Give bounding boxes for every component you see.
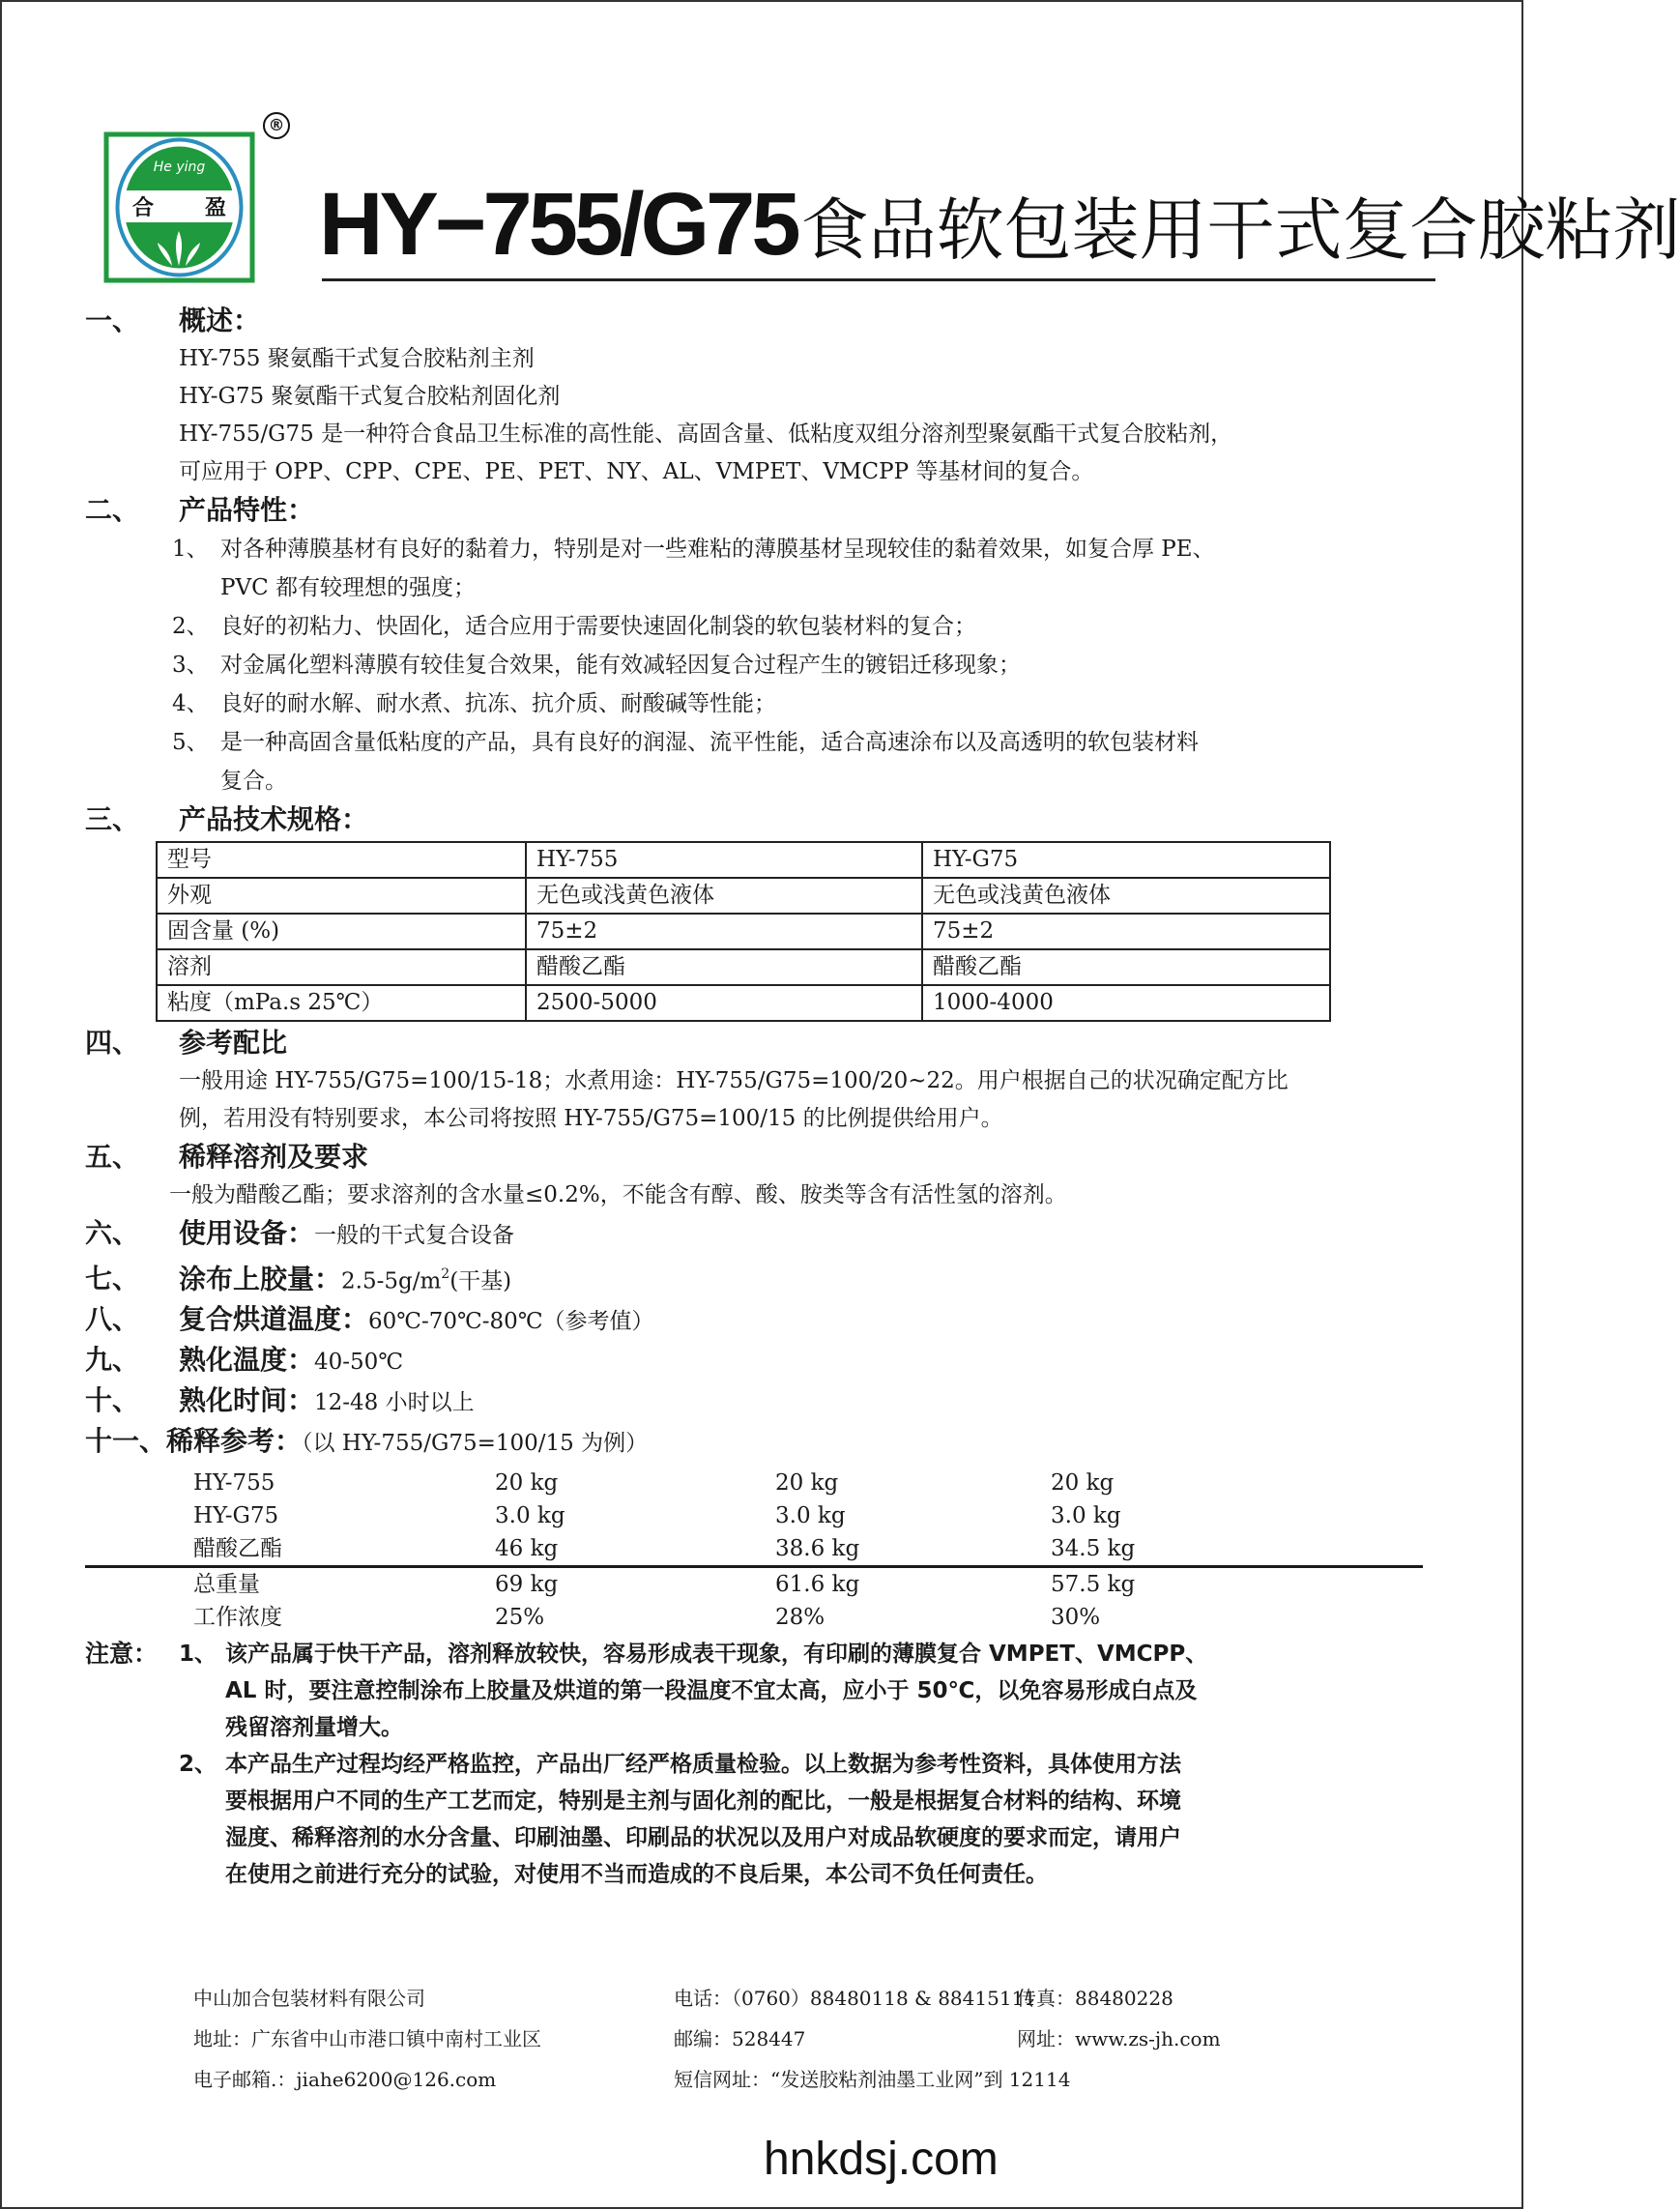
section-1 — [85, 302, 1438, 340]
note-line: 该产品属于快干产品，溶剂释放较快，容易形成表干现象，有印刷的薄膜复合 VMPET、VMCPP、 — [225, 1642, 1208, 1668]
section-1-number: 一、 — [85, 305, 140, 336]
section-3-number: 三、 — [85, 803, 140, 835]
ratio-line: 一般用途 HY-755/G75=100/15-18；水煮用途：HY-755/G75=100/20~22。用户根据自己的状况确定配方比 — [179, 1068, 1289, 1093]
solvent-lines — [85, 1177, 1438, 1214]
section-7-suffix: (干基) — [449, 1268, 512, 1294]
footer-fax: 传真：88480228 — [1017, 1987, 1173, 2010]
dilution-cell: 46 kg — [495, 1536, 559, 1562]
table-row — [157, 878, 1330, 914]
dilution-cell: 3.0 kg — [495, 1503, 565, 1529]
feature-line: 复合。 — [220, 769, 287, 794]
footer-postcode: 邮编：528447 — [674, 2027, 806, 2050]
dilution-cell: 3.0 kg — [1051, 1503, 1121, 1529]
spec-cell: 醋酸乙酯 — [922, 949, 1330, 985]
overview-line: 可应用于 OPP、CPP、CPE、PE、PET、NY、AL、VMPET、VMCPP 等基材间的复合。 — [179, 459, 1094, 484]
section-10-heading: 熟化时间： — [179, 1384, 315, 1417]
table-row — [157, 985, 1330, 1021]
section-11-heading: 稀释参考： — [166, 1425, 303, 1458]
section-10 — [85, 1381, 1438, 1422]
note-item — [179, 1746, 1438, 1893]
spec-cell: HY-755 — [526, 842, 922, 878]
dilution-total-cell: 30% — [1051, 1605, 1101, 1631]
section-6 — [85, 1214, 1438, 1255]
footer-company: 中山加合包装材料有限公司 — [193, 1987, 425, 2010]
note-line: 要根据用户不同的生产工艺而定，特别是主剂与固化剂的配比，一般是根据复合材料的结构、环境 — [225, 1788, 1181, 1815]
spec-cell: 粘度（mPa.s 25℃） — [157, 985, 526, 1021]
footer-email[interactable]: 电子邮箱.：jiahe6200@126.com — [193, 2068, 497, 2091]
spec-cell: 溶剂 — [157, 949, 526, 985]
section-2-number: 二、 — [85, 494, 140, 526]
title-product-name: 食品软包装用干式复合胶粘剂 — [800, 190, 1680, 270]
table-row — [85, 1467, 1423, 1499]
spec-cell: 外观 — [157, 878, 526, 914]
feature-item — [85, 723, 1438, 800]
section-8 — [85, 1300, 1438, 1341]
feature-number: 1、 — [172, 537, 209, 562]
section-11 — [85, 1422, 1438, 1463]
document-body — [85, 302, 1438, 1893]
footer-address: 地址：广东省中山市港口镇中南村工业区 — [193, 2027, 541, 2050]
overview-lines — [85, 340, 1438, 491]
spec-cell: HY-G75 — [922, 842, 1330, 878]
solvent-line: 一般为醋酸乙酯；要求溶剂的含水量≤0.2%，不能含有醇、酸、胺类等含有活性氢的溶剂。 — [169, 1182, 1067, 1207]
dilution-cell: 20 kg — [1051, 1470, 1115, 1497]
section-7 — [85, 1255, 1438, 1300]
section-8-heading: 复合烘道温度： — [179, 1303, 369, 1336]
dilution-total-cell: 61.6 kg — [775, 1567, 1051, 1602]
page-title — [319, 166, 1680, 278]
table-row — [85, 1601, 1423, 1634]
dilution-total-cell: 28% — [775, 1605, 826, 1631]
logo-cn-right: 盈 — [204, 196, 227, 220]
table-row — [85, 1532, 1423, 1567]
logo-latin-text: He ying — [153, 160, 206, 175]
feature-item — [85, 607, 1438, 646]
table-row — [85, 1499, 1423, 1532]
section-8-value: 60℃-70℃-80℃（参考值） — [368, 1309, 654, 1335]
feature-line: 良好的耐水解、耐水煮、抗冻、抗介质、耐酸碱等性能； — [220, 691, 776, 716]
section-4-heading: 参考配比 — [179, 1027, 288, 1059]
title-model: HY−755/G75 — [319, 175, 797, 274]
section-2-heading: 产品特性： — [179, 494, 315, 526]
dilution-cell: 38.6 kg — [775, 1536, 860, 1562]
dilution-cell: HY-G75 — [193, 1503, 279, 1529]
feature-item — [85, 646, 1438, 684]
section-9-number: 九、 — [85, 1344, 140, 1377]
section-7-number: 七、 — [85, 1263, 140, 1295]
section-11-number: 十一、 — [85, 1425, 167, 1458]
dilution-cell: 3.0 kg — [775, 1503, 846, 1529]
spec-cell: 无色或浅黄色液体 — [922, 878, 1330, 914]
spec-cell: 1000-4000 — [922, 985, 1330, 1021]
ratio-line: 例，若用没有特别要求，本公司将按照 HY-755/G75=100/15 的比例提供给用户。 — [179, 1106, 1003, 1131]
feature-line: 对金属化塑料薄膜有较佳复合效果，能有效减轻因复合过程产生的镀铝迁移现象； — [220, 653, 1021, 678]
feature-line: 对各种薄膜基材有良好的黏着力，特别是对一些难粘的薄膜基材呈现较佳的黏着效果，如复合厚 PE、 — [220, 537, 1215, 562]
dilution-total-cell: 69 kg — [495, 1567, 775, 1602]
footer-phone: 电话：（0760）88480118 & 88415111 — [674, 1987, 1037, 2010]
feature-line: 良好的初粘力、快固化，适合应用于需要快速固化制袋的软包装材料的复合； — [220, 614, 976, 639]
section-8-number: 八、 — [85, 1303, 140, 1336]
note-line: 本产品生产过程均经严格监控，产品出厂经严格质量检验。以上数据为参考性资料，具体使用方法 — [225, 1752, 1181, 1778]
dilution-cell: 20 kg — [495, 1470, 559, 1497]
table-row — [85, 1567, 1423, 1602]
spec-cell: 2500-5000 — [526, 985, 922, 1021]
dilution-table — [85, 1467, 1423, 1634]
footer — [193, 1986, 1450, 2092]
section-7-heading: 涂布上胶量： — [179, 1263, 342, 1295]
section-6-heading: 使用设备： — [179, 1217, 315, 1249]
section-3 — [85, 800, 1438, 839]
ratio-lines — [85, 1062, 1438, 1138]
title-underline — [322, 278, 1435, 281]
feature-item — [85, 684, 1438, 723]
note-number: 1、 — [179, 1642, 217, 1668]
table-row — [157, 914, 1330, 949]
spec-cell: 75±2 — [526, 914, 922, 949]
section-10-value: 12-48 小时以上 — [314, 1390, 475, 1416]
spec-cell: 无色或浅黄色液体 — [526, 878, 922, 914]
note-line: 在使用之前进行充分的试验，对使用不当而造成的不良后果，本公司不负任何责任。 — [225, 1862, 1048, 1888]
heying-logo-icon — [104, 132, 254, 282]
section-9-value: 40-50℃ — [314, 1350, 404, 1376]
section-1-heading: 概述： — [179, 305, 261, 336]
watermark-text: hnkdsj.com — [764, 2134, 999, 2185]
spec-cell: 75±2 — [922, 914, 1330, 949]
section-5-number: 五、 — [85, 1141, 140, 1173]
section-3-heading: 产品技术规格： — [179, 803, 369, 835]
dilution-total-cell: 57.5 kg — [1051, 1567, 1423, 1602]
footer-website[interactable]: 网址：www.zs-jh.com — [1017, 2027, 1221, 2050]
feature-number: 4、 — [172, 691, 209, 716]
section-9 — [85, 1341, 1438, 1381]
dilution-cell: 34.5 kg — [1051, 1536, 1136, 1562]
footer-sms: 短信网址：“发送胶粘剂油墨工业网”到 12114 — [674, 2068, 1071, 2091]
section-5-heading: 稀释溶剂及要求 — [179, 1141, 369, 1173]
section-4 — [85, 1024, 1438, 1062]
section-10-number: 十、 — [85, 1384, 140, 1417]
section-11-value: （以 HY-755/G75=100/15 为例） — [302, 1431, 649, 1457]
table-row — [157, 842, 1330, 878]
overview-line: HY-755/G75 是一种符合食品卫生标准的高性能、高固含量、低粘度双组分溶剂型聚氨酯干式复合胶粘剂， — [179, 421, 1233, 447]
dilution-cell: 20 kg — [775, 1470, 839, 1497]
section-2 — [85, 491, 1438, 530]
dilution-cell: 醋酸乙酯 — [193, 1536, 282, 1562]
dilution-cell: HY-755 — [193, 1470, 275, 1497]
note-line: 湿度、稀释溶剂的水分含量、印刷油墨、印刷品的状况以及用户对成品软硬度的要求而定，请用户 — [225, 1825, 1181, 1851]
spec-cell: 固含量 (%) — [157, 914, 526, 949]
section-7-value: 2.5-5g/m — [341, 1268, 442, 1294]
section-7-sup: 2 — [441, 1266, 450, 1282]
notes-label: 注意： — [85, 1640, 159, 1669]
notes — [85, 1636, 1438, 1893]
registered-mark-icon: ® — [263, 112, 290, 139]
overview-line: HY-755 聚氨酯干式复合胶粘剂主剂 — [179, 346, 535, 371]
note-item — [179, 1636, 1438, 1746]
spec-table — [156, 841, 1331, 1022]
feature-number: 3、 — [172, 653, 209, 678]
dilution-total-cell: 工作浓度 — [193, 1605, 282, 1631]
feature-number: 5、 — [172, 730, 209, 755]
feature-item — [85, 530, 1438, 607]
section-5 — [85, 1138, 1438, 1177]
feature-line: 是一种高固含量低粘度的产品，具有良好的润湿、流平性能，适合高速涂布以及高透明的软包装材料 — [220, 730, 1199, 755]
section-6-value: 一般的干式复合设备 — [314, 1223, 515, 1248]
dilution-total-cell: 总重量 — [193, 1567, 495, 1602]
section-9-heading: 熟化温度： — [179, 1344, 315, 1377]
note-line: AL 时，要注意控制涂布上胶量及烘道的第一段温度不宜太高，应小于 50℃，以免容易形成白点及 — [225, 1678, 1198, 1704]
section-4-number: 四、 — [85, 1027, 140, 1059]
note-number: 2、 — [179, 1752, 217, 1778]
spec-cell: 型号 — [157, 842, 526, 878]
note-line: 残留溶剂量增大。 — [225, 1715, 403, 1741]
dilution-total-cell: 25% — [495, 1605, 545, 1631]
table-row — [157, 949, 1330, 985]
logo-cn-left: 合 — [131, 196, 155, 220]
overview-line: HY-G75 聚氨酯干式复合胶粘剂固化剂 — [179, 384, 561, 409]
feature-number: 2、 — [172, 614, 209, 639]
section-6-number: 六、 — [85, 1217, 140, 1249]
spec-cell: 醋酸乙酯 — [526, 949, 922, 985]
feature-line: PVC 都有较理想的强度； — [220, 575, 476, 600]
